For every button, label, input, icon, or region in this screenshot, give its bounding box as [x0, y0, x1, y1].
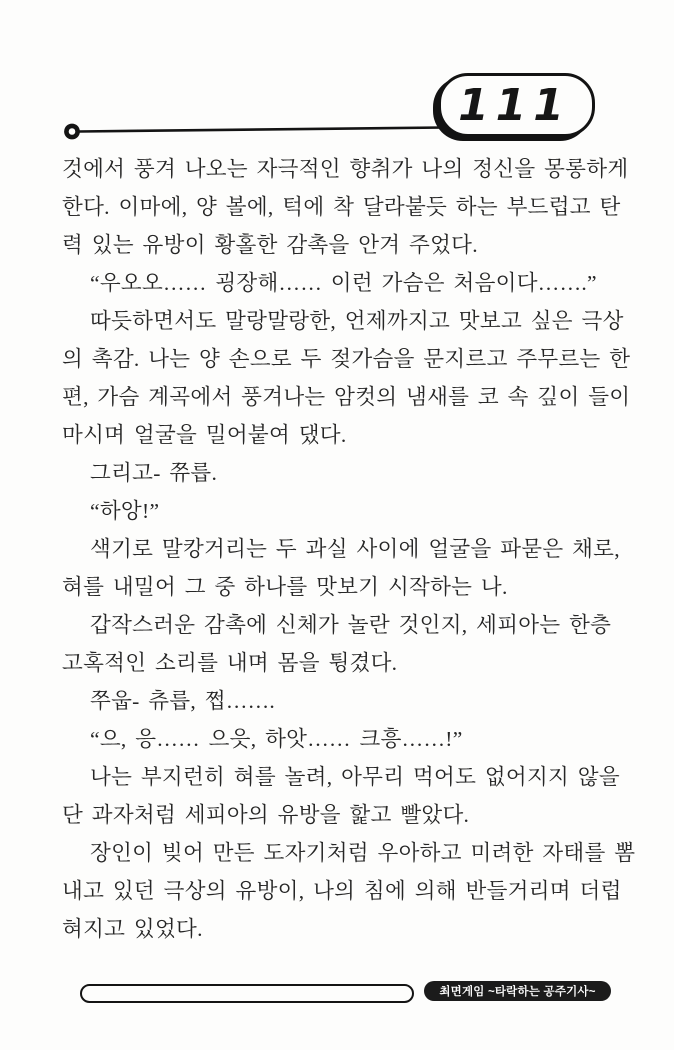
text-line-content: 갑작스러운 감촉에 신체가 놀란 것인지, 세피아는 한층: [90, 613, 612, 637]
text-line: [62, 796, 618, 834]
text-line-content: 의 촉감. 나는 양 손으로 두 젖가슴을 문지르고 주무르는 한: [62, 347, 631, 371]
body-text: [62, 150, 636, 948]
text-line: [62, 872, 622, 910]
text-line: [62, 302, 624, 340]
header-rule-stroke: [79, 128, 444, 132]
header-rule-line: [62, 117, 444, 145]
text-line: [62, 454, 618, 492]
text-line-content: “우오오…… 굉장해…… 이런 가슴은 처음이다…….”: [90, 271, 597, 295]
text-line: [62, 150, 629, 188]
text-line: [62, 340, 631, 378]
text-line-content: 나는 부지런히 혀를 놀려, 아무리 먹어도 없어지지 않을: [90, 765, 620, 789]
page-number: 111: [458, 79, 571, 131]
text-line: [62, 834, 636, 872]
text-line: [62, 264, 618, 302]
text-line: [62, 378, 631, 416]
text-line: [62, 606, 618, 644]
text-line: [62, 910, 618, 948]
header-rule-ring-icon: [66, 126, 77, 137]
text-line-content: 따듯하면서도 말랑말랑한, 언제까지고 맛보고 싶은 극상: [90, 309, 624, 333]
text-line-content: 고혹적인 소리를 내며 몸을 튕겼다.: [62, 651, 398, 675]
text-line-content: 혀를 내밀어 그 중 하나를 맛보기 시작하는 나.: [62, 575, 508, 599]
text-line-content: 것에서 풍겨 나오는 자극적인 향취가 나의 정신을 몽롱하게: [62, 157, 629, 181]
text-line: [62, 720, 618, 758]
text-line-content: “으, 응…… 으읏, 하앗…… 크흥……!”: [90, 727, 463, 751]
text-line: [62, 530, 618, 568]
text-line-content: 단 과자처럼 세피아의 유방을 핥고 빨았다.: [62, 803, 470, 827]
text-line: [62, 758, 618, 796]
text-line-content: “하앙!”: [90, 499, 160, 523]
series-title-badge: [424, 981, 611, 1001]
text-line-content: 색기로 말캉거리는 두 과실 사이에 얼굴을 파묻은 채로,: [90, 537, 620, 561]
text-line-content: 장인이 빚어 만든 도자기처럼 우아하고 미려한 자태를 뽐: [90, 841, 636, 865]
text-line-content: 혀지고 있었다.: [62, 917, 203, 941]
text-line-content: 한다. 이마에, 양 볼에, 턱에 착 달라붙듯 하는 부드럽고 탄: [62, 195, 621, 219]
text-line: [62, 188, 621, 226]
text-line-content: 편, 가슴 계곡에서 풍겨나는 암컷의 냄새를 코 속 깊이 들이: [62, 385, 631, 409]
text-line: [62, 682, 618, 720]
text-line-content: 내고 있던 극상의 유방이, 나의 침에 의해 반들거리며 더럽: [62, 879, 622, 903]
text-line: [62, 568, 618, 606]
text-line-content: 마시며 얼굴을 밀어붙여 댔다.: [62, 423, 347, 447]
text-line: [62, 416, 618, 454]
text-line: [62, 226, 618, 264]
page-number-box: [438, 73, 595, 137]
text-line-content: 그리고- 쮸릅.: [90, 461, 218, 485]
footer-rule-pill: [80, 984, 414, 1003]
series-title: 최면게임 ~타락하는 공주기사~: [439, 986, 596, 998]
text-line-content: 쭈웁- 츄릅, 쩝…….: [90, 689, 276, 713]
text-line-content: 력 있는 유방이 황홀한 감촉을 안겨 주었다.: [62, 233, 478, 257]
text-line: [62, 492, 618, 530]
text-line: [62, 644, 618, 682]
